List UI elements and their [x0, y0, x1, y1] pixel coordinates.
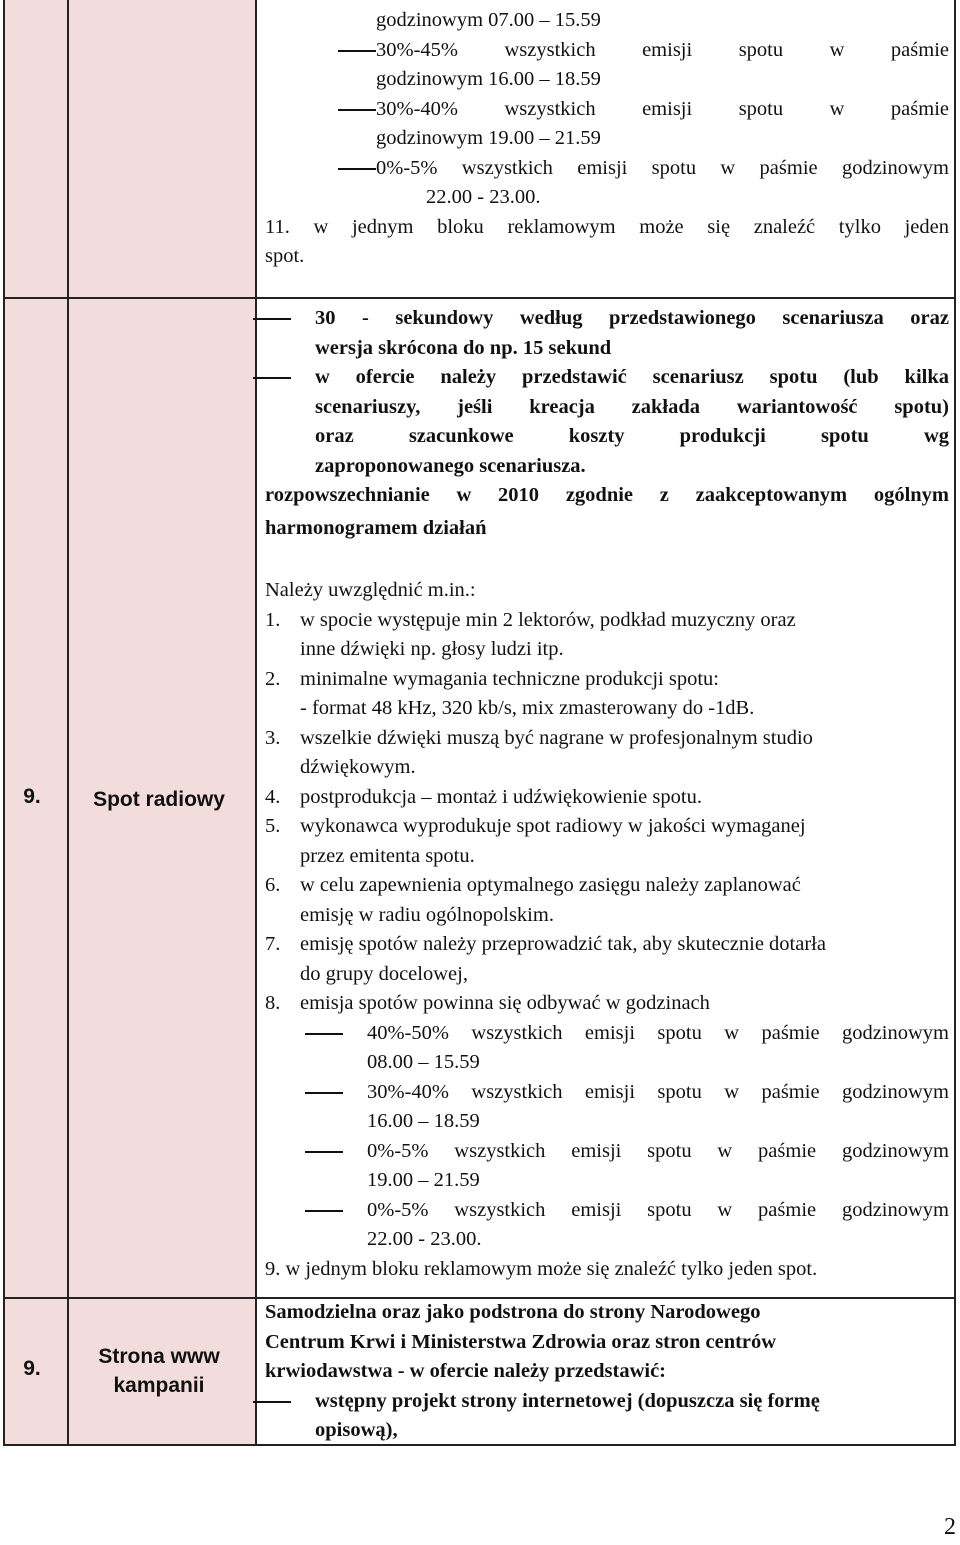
page-number: 2 — [944, 1514, 956, 1540]
text-line: wstępny projekt strony internetowej (dopuszcza się formę — [315, 1389, 820, 1412]
text-line: 08.00 – 15.59 — [367, 1051, 480, 1073]
text-line: inne dźwięki np. głosy ludzi itp. — [300, 638, 564, 660]
text-line: 0%-5% wszystkich emisji spotu w paśmie godzinowym — [367, 1139, 949, 1162]
text-line: 9. w jednym bloku reklamowym może się znaleźć tylko jeden spot. — [265, 1257, 818, 1280]
text-line: oraz szacunkowe koszty produkcji spotu wg — [315, 425, 949, 447]
list-item — [265, 989, 949, 1019]
list-number: 2. — [265, 667, 281, 690]
label-column-bg — [69, 0, 255, 1446]
row-number: 9. — [23, 1357, 41, 1380]
text-line: emisję spotów należy przeprowadzić tak, aby skutecznie dotarła — [300, 933, 826, 955]
text-line: 11. w jednym bloku reklamowym może się znaleźć tylko jeden — [265, 215, 949, 238]
row-number: 9. — [23, 785, 41, 808]
text-line: dźwiękowym. — [300, 756, 416, 778]
row-label — [66, 1342, 252, 1400]
border — [67, 0, 69, 1446]
dash-icon — [253, 1401, 291, 1403]
spot-description-cell — [265, 304, 949, 1284]
text-line: emisja spotów powinna się odbywać w godzinach — [300, 992, 710, 1014]
text-line: krwiodawstwa - w ofercie należy przedstawić: — [265, 1360, 666, 1382]
text-line: w spocie występuje min 2 lektorów, podkład muzyczny oraz — [300, 608, 796, 631]
list-item — [265, 930, 949, 989]
number-column-bg — [3, 0, 67, 1446]
text-line: wykonawca wyprodukuje spot radiowy w jakości wymaganej — [300, 815, 806, 837]
dash-icon — [338, 109, 376, 111]
text-line: godzinowym 07.00 – 15.59 — [376, 9, 601, 31]
text-line: w ofercie należy przedstawić scenariusz spotu (lub kilka — [315, 366, 949, 388]
border — [255, 0, 257, 1446]
text-line: rozpowszechnianie w 2010 zgodnie z zaakceptowanym ogólnym — [265, 484, 949, 506]
list-item — [265, 871, 949, 930]
dash-icon — [305, 1210, 343, 1212]
text-line: opisową), — [315, 1419, 398, 1441]
hour-item — [265, 95, 949, 154]
list-item — [265, 724, 949, 783]
text-line: 16.00 – 18.59 — [367, 1110, 480, 1132]
text-line: 30%-40% wszystkich emisji spotu w paśmie godzinowym — [367, 1080, 949, 1103]
text-line: emisję w radiu ogólnopolskim. — [300, 903, 554, 926]
hour-item — [291, 1137, 949, 1196]
text-line: 19.00 – 21.59 — [367, 1169, 480, 1191]
label-line: kampanii — [113, 1374, 205, 1397]
list-number: 6. — [265, 874, 281, 896]
list-item — [265, 665, 949, 724]
dash-icon — [253, 318, 291, 320]
dash-icon — [253, 377, 291, 379]
list-number: 5. — [265, 815, 281, 837]
list-number: 8. — [265, 992, 281, 1014]
row-divider — [3, 297, 956, 299]
list-item — [265, 812, 949, 871]
text-line: godzinowym 19.00 – 21.59 — [376, 127, 601, 149]
list-item — [265, 783, 949, 813]
continuation-cell — [265, 6, 949, 272]
text-line: 30 - sekundowy według przedstawionego scenariusza oraz — [315, 307, 949, 329]
text-line: 40%-50% wszystkich emisji spotu w paśmie godzinowym — [367, 1021, 949, 1044]
list-number: 4. — [265, 785, 281, 808]
row-label: Spot radiowy — [93, 788, 225, 811]
text-line: wersja skrócona do np. 15 sekund — [315, 336, 612, 359]
list-number: 1. — [265, 608, 281, 631]
bullet-item — [265, 363, 949, 481]
text-line: scenariuszy, jeśli kreacja zakłada wariantowość spotu) — [315, 395, 949, 418]
dash-icon — [338, 168, 376, 170]
text-line: Samodzielna oraz jako podstrona do strony Narodowego — [265, 1301, 761, 1323]
text-line: 30%-40% wszystkich emisji spotu w paśmie — [376, 97, 949, 120]
hour-item — [291, 1078, 949, 1137]
dash-icon — [305, 1151, 343, 1153]
label-line: Strona www — [98, 1345, 220, 1368]
hours-list — [265, 1019, 949, 1255]
text-line: harmonogramem działań — [265, 516, 487, 539]
dash-icon — [305, 1033, 343, 1035]
border — [954, 0, 956, 1446]
text-line: godzinowym 16.00 – 18.59 — [376, 68, 601, 90]
text-line: spot. — [265, 245, 305, 267]
hour-item — [265, 154, 949, 213]
list-number: 3. — [265, 726, 281, 749]
text-line: Centrum Krwi i Ministerstwa Zdrowia oraz stron centrów — [265, 1330, 777, 1353]
text-line: postprodukcja – montaż i udźwiękowienie spotu. — [300, 785, 702, 808]
text-line: do grupy docelowej, — [300, 962, 468, 985]
hour-item — [291, 1019, 949, 1078]
text-line: w celu zapewnienia optymalnego zasięgu należy zaplanować — [300, 874, 801, 896]
text-line: przez emitenta spotu. — [300, 844, 475, 867]
text-line: wszelkie dźwięki muszą być nagrane w profesjonalnym studio — [300, 726, 813, 749]
text-line: 0%-5% wszystkich emisji spotu w paśmie godzinowym — [376, 156, 949, 179]
text-line: 0%-5% wszystkich emisji spotu w paśmie godzinowym — [367, 1198, 949, 1221]
border — [3, 0, 5, 1446]
list-item — [265, 606, 949, 665]
text-line: zaproponowanego scenariusza. — [315, 454, 586, 477]
list-intro: Należy uwzględnić m.in.: — [265, 579, 476, 601]
dash-icon — [338, 50, 376, 52]
text-line: - format 48 kHz, 320 kb/s, mix zmasterowany do -1dB. — [300, 697, 755, 719]
list-number: 7. — [265, 933, 281, 955]
dash-icon — [305, 1092, 343, 1094]
hour-item — [265, 36, 949, 95]
text-line: 22.00 - 23.00. — [367, 1228, 482, 1250]
text-line: minimalne wymagania techniczne produkcji spotu: — [300, 667, 719, 690]
website-cell — [265, 1298, 949, 1446]
requirements-list — [265, 606, 949, 1019]
hour-item — [291, 1196, 949, 1255]
text-line: 22.00 - 23.00. — [426, 186, 541, 208]
bullet-item — [265, 1387, 949, 1446]
text-line: 30%-45% wszystkich emisji spotu w paśmie — [376, 38, 949, 61]
bullet-item — [265, 304, 949, 363]
